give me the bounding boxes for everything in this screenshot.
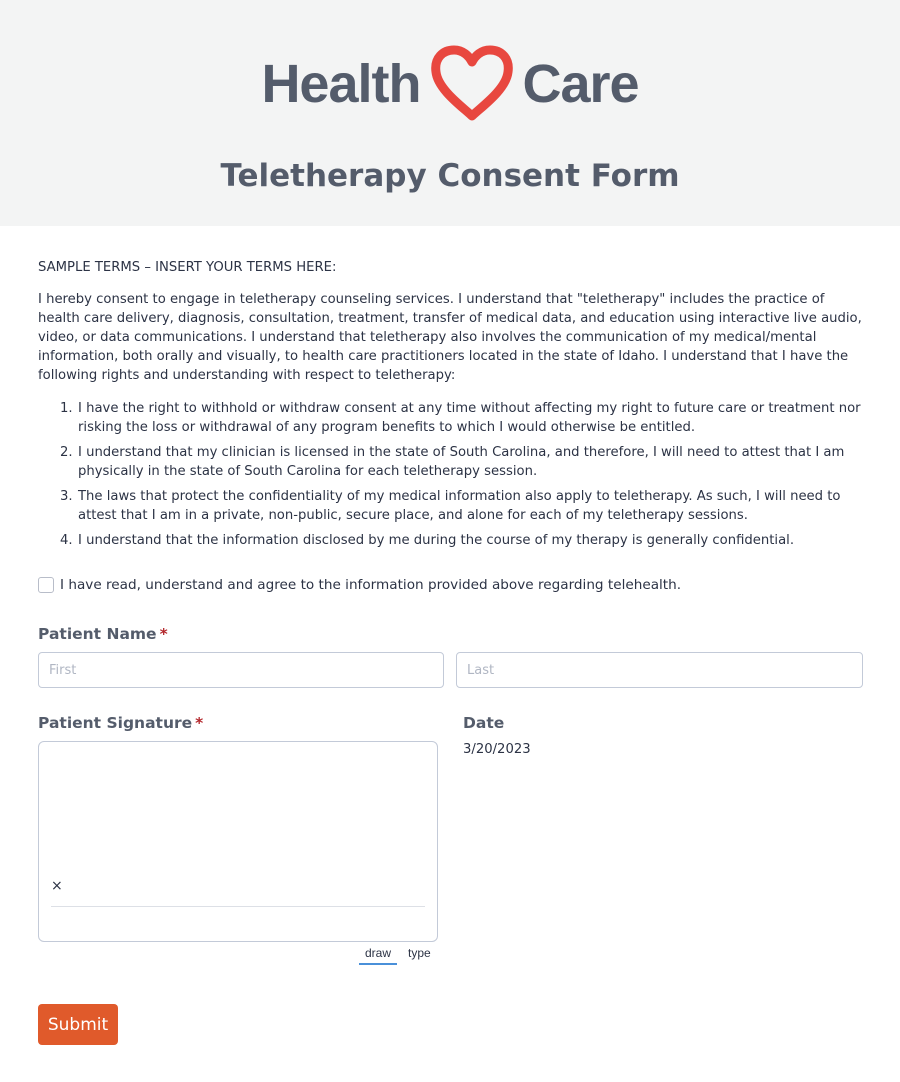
terms-section [38,258,864,556]
list-item-number: 4. [60,533,73,548]
patient-name-label-text: Patient Name [38,625,157,643]
signature-baseline [51,906,425,907]
agree-label[interactable]: I have read, understand and agree to the information provided above regarding telehealth. [60,577,682,593]
heart-icon [428,44,516,124]
agree-checkbox[interactable] [38,577,54,593]
list-item [60,443,864,481]
list-item [60,531,864,550]
patient-name-label [38,625,168,643]
logo-word-care: Care [522,54,639,114]
logo-word-health: Health [261,54,421,114]
signature-tab-draw[interactable]: draw [359,946,397,965]
first-name-input[interactable] [38,652,444,688]
form-header [0,0,900,226]
list-item-number: 3. [60,489,73,504]
list-item-text: I understand that the information disclosed by me during the course of my therapy is generally confidential. [78,533,795,548]
terms-heading: SAMPLE TERMS – INSERT YOUR TERMS HERE: [38,260,337,275]
clear-signature-icon[interactable]: × [51,878,63,894]
last-name-input[interactable] [456,652,863,688]
signature-pad[interactable] [38,741,438,942]
terms-paragraph: I hereby consent to engage in teletherapy counseling services. I understand that "teletherapy" includes the practice of health care delivery, diagnosis, consultation, treatment, transfer of medical data, and education using interactive live audio, video, or data communications. I understand that teletherapy also involves the communication of my medical/mental information, both orally and visually, to health care practitioners located in the state of Idaho. I understand that I have the following rights and understanding with respect to teletherapy: [38,292,862,383]
required-marker: * [159,625,168,643]
submit-button[interactable]: Submit [38,1004,118,1045]
list-item-number: 1. [60,401,73,416]
required-marker: * [195,714,204,732]
patient-signature-label [38,714,203,732]
patient-signature-label-text: Patient Signature [38,714,193,732]
list-item-number: 2. [60,445,73,460]
list-item [60,399,864,437]
date-label: Date [463,714,505,732]
date-value[interactable]: 3/20/2023 [463,742,531,757]
list-item-text: I have the right to withhold or withdraw consent at any time without affecting my right to future care or treatment nor risking the loss or withdrawal of any program benefits to which I would otherwise be entitled. [78,401,861,435]
list-item-text: I understand that my clinician is licensed in the state of South Carolina, and therefore, I will need to attest that I am physically in the state of South Carolina for each teletherapy session. [78,445,845,479]
signature-tab-type[interactable]: type [408,946,431,960]
list-item [60,487,864,525]
health-care-logo [0,44,900,124]
agree-row [38,577,681,593]
list-item-text: The laws that protect the confidentiality of my medical information also apply to teletherapy. As such, I will need to attest that I am in a private, non-public, secure place, and alone for each of my teletherapy sessions. [78,489,841,523]
terms-list [38,399,864,550]
page-title: Teletherapy Consent Form [220,158,680,194]
